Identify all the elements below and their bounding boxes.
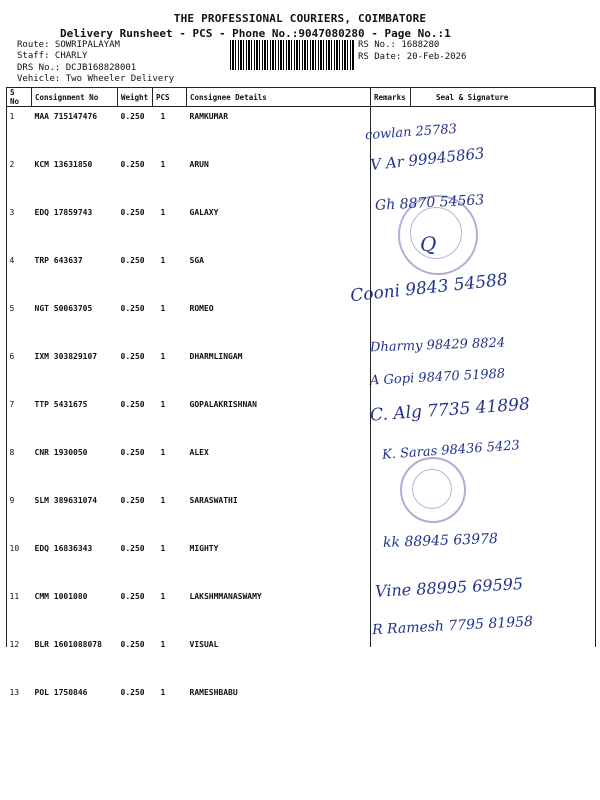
signature-4: Q [420, 232, 437, 256]
cell-consignment: TRP 643637 [34, 256, 83, 265]
cell-weight: 0.250 [120, 208, 145, 217]
cell-sno: 1 [9, 112, 15, 121]
cell-sno: 12 [9, 640, 20, 649]
cell-consignment: EDQ 16836343 [34, 544, 93, 553]
cell-weight: 0.250 [120, 352, 145, 361]
cell-consignment: SLM 389631074 [34, 496, 98, 505]
header-remarks: Remarks [371, 88, 411, 107]
cell-weight: 0.250 [120, 592, 145, 601]
cell-remarks [371, 683, 411, 731]
cell-consignee: SARASWATHI [189, 496, 238, 505]
cell-sno: 4 [9, 256, 15, 265]
barcode [230, 40, 354, 70]
cell-pcs: 1 [160, 160, 166, 169]
signature-6: Dharmy 98429 8824 [369, 335, 506, 356]
cell-sno: 9 [9, 496, 15, 505]
cell-consignment: IXM 303829107 [34, 352, 98, 361]
cell-sno: 13 [9, 688, 20, 697]
signature-11: Vine 88995 69595 [374, 574, 524, 601]
table-row [7, 683, 595, 731]
cell-pcs: 1 [160, 544, 166, 553]
cell-pcs: 1 [160, 352, 166, 361]
signature-7: A Gopi 98470 51988 [369, 366, 506, 389]
cell-signature [411, 635, 595, 683]
cell-consignment: POL 1750846 [34, 688, 88, 697]
cell-pcs: 1 [160, 256, 166, 265]
signature-10: kk 88945 63978 [382, 530, 499, 552]
header-signature: Seal & Signature [411, 88, 595, 107]
cell-remarks [371, 635, 411, 683]
drs-number: DRS No.: DCJB168828001 [17, 63, 137, 73]
cell-pcs: 1 [160, 592, 166, 601]
cell-weight: 0.250 [120, 448, 145, 457]
cell-consignment: CNR 1930050 [34, 448, 88, 457]
table-header [7, 88, 595, 107]
cell-consignee: ARUN [189, 160, 209, 169]
cell-weight: 0.250 [120, 400, 145, 409]
cell-weight: 0.250 [120, 112, 145, 121]
staff: Staff: CHARLY [17, 51, 88, 61]
table-row [7, 155, 595, 203]
cell-pcs: 1 [160, 304, 166, 313]
table-row [7, 107, 595, 156]
header-consignee: Consignee Details [187, 88, 371, 107]
header-weight: Weight [118, 88, 153, 107]
cell-consignee: GOPALAKRISHNAN [189, 400, 257, 409]
cell-weight: 0.250 [120, 304, 145, 313]
header-sno: S No [7, 88, 32, 107]
signature-2: V Ar 99945863 [369, 144, 486, 174]
rs-number: RS No.: 1688280 [358, 40, 440, 50]
signature-8: C. Alg 7735 41898 [369, 394, 531, 426]
cell-sno: 5 [9, 304, 15, 313]
cell-consignment: EDQ 17859743 [34, 208, 93, 217]
cell-consignment: MAA 715147476 [34, 112, 98, 121]
cell-consignee: ROMEO [189, 304, 214, 313]
cell-consignee: SGA [189, 256, 204, 265]
cell-consignee: GALAXY [189, 208, 219, 217]
cell-consignment: TTP 5431675 [34, 400, 88, 409]
cell-weight: 0.250 [120, 160, 145, 169]
cell-weight: 0.250 [120, 256, 145, 265]
cell-consignee: LAKSHMMANASWAMY [189, 592, 262, 601]
cell-weight: 0.250 [120, 496, 145, 505]
signature-9: K. Saras 98436 5423 [381, 438, 521, 463]
cell-sno: 11 [9, 592, 20, 601]
runsheet-title: Delivery Runsheet - PCS - Phone No.:9047080280 - Page No.:1 [60, 27, 451, 40]
cell-pcs: 1 [160, 208, 166, 217]
cell-sno: 3 [9, 208, 15, 217]
cell-pcs: 1 [160, 112, 166, 121]
cell-weight: 0.250 [120, 688, 145, 697]
table-row [7, 347, 595, 395]
cell-sno: 10 [9, 544, 20, 553]
cell-pcs: 1 [160, 448, 166, 457]
table-row [7, 491, 595, 539]
cell-consignment: KCM 13631850 [34, 160, 93, 169]
header-consignment: Consignment No [32, 88, 118, 107]
cell-consignment: CMM 1001080 [34, 592, 88, 601]
cell-sno: 6 [9, 352, 15, 361]
vehicle: Vehicle: Two Wheeler Delivery [17, 74, 175, 84]
cell-sno: 7 [9, 400, 15, 409]
cell-pcs: 1 [160, 640, 166, 649]
cell-pcs: 1 [160, 400, 166, 409]
signature-1: cowlan 25783 [364, 121, 458, 144]
cell-consignee: VISUAL [189, 640, 219, 649]
cell-consignee: RAMKUMAR [189, 112, 229, 121]
cell-pcs: 1 [160, 688, 166, 697]
table-row [7, 203, 595, 251]
signature-3: Gh 8870 54563 [374, 192, 485, 214]
route: Route: SOWRIPALAYAM [17, 40, 120, 50]
cell-consignee: MIGHTY [189, 544, 219, 553]
signature-12: R Ramesh 7795 81958 [371, 613, 534, 639]
header-pcs: PCS [153, 88, 187, 107]
cell-consignee: DHARMLINGAM [189, 352, 243, 361]
table-row [7, 299, 595, 347]
cell-sno: 2 [9, 160, 15, 169]
signature-5: Cooni 9843 54588 [349, 269, 509, 307]
cell-weight: 0.250 [120, 544, 145, 553]
company-name: THE PROFESSIONAL COURIERS, COIMBATORE [173, 12, 427, 25]
cell-consignment: NGT 50063705 [34, 304, 93, 313]
cell-weight: 0.250 [120, 640, 145, 649]
cell-consignee: ALEX [189, 448, 209, 457]
cell-pcs: 1 [160, 496, 166, 505]
rs-date: RS Date: 20-Feb-2026 [358, 52, 467, 62]
cell-sno: 8 [9, 448, 15, 457]
cell-consignment: BLR 1601088078 [34, 640, 102, 649]
table-row [7, 635, 595, 683]
cell-consignee: RAMESHBABU [189, 688, 238, 697]
stamp-seal-lower-inner [412, 469, 452, 509]
cell-signature [411, 683, 595, 731]
